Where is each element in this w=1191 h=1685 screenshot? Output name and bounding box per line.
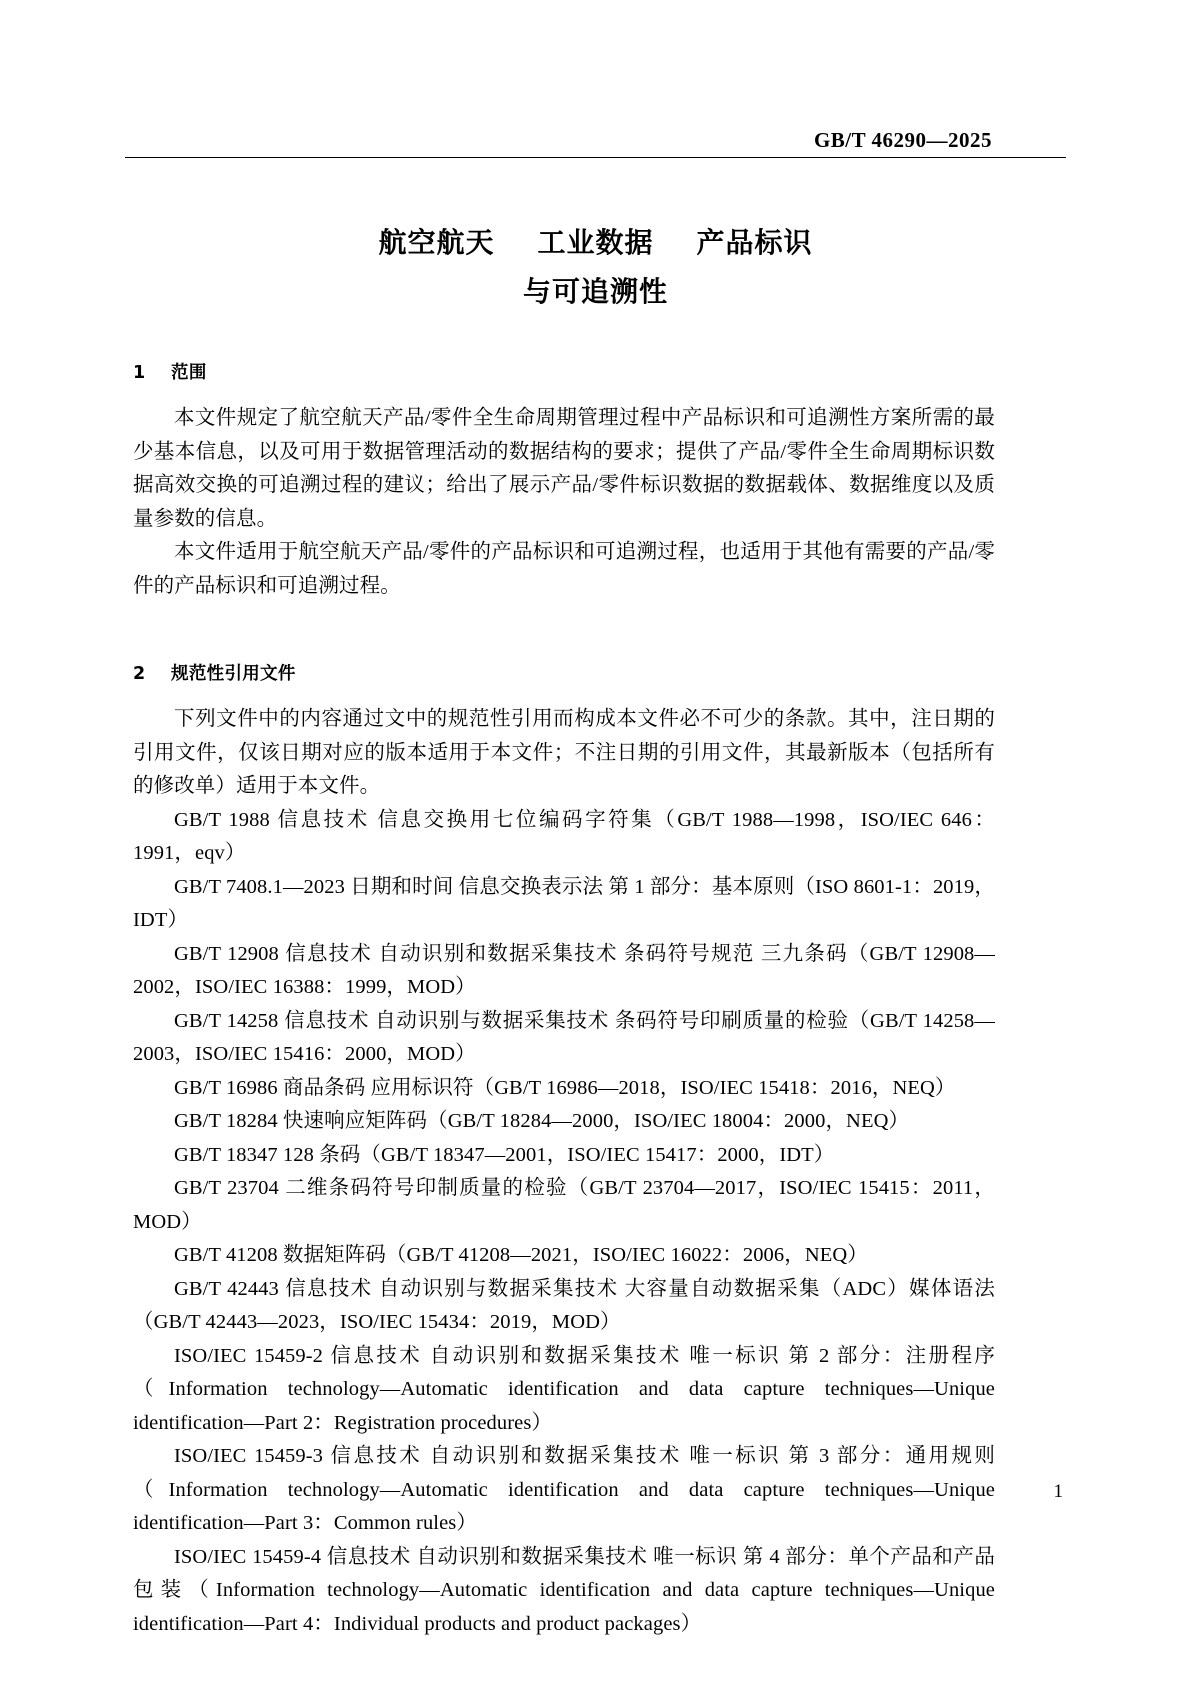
page-header [125, 128, 1066, 158]
section-spacer [133, 603, 995, 629]
clause-heading-2: 2 规范性引用文件 [133, 664, 296, 684]
normative-reference-item: GB/T 1988 信息技术 信息交换用七位编码字符集（GB/T 1988—1998，ISO/IEC 646：1991，eqv） [133, 808, 995, 864]
clause-2-paragraph-1: 下列文件中的内容通过文中的规范性引用而构成本文件必不可少的条款。其中，注日期的引用文件，仅该日期对应的版本适用于本文件；不注日期的引用文件，其最新版本（包括所有的修改单）适用于本文件。 [133, 708, 995, 797]
normative-reference-item: GB/T 41208 数据矩阵码（GB/T 41208—2021，ISO/IEC 16022：2006，NEQ） [174, 1244, 868, 1266]
normative-reference-item: GB/T 7408.1—2023 日期和时间 信息交换表示法 第 1 部分：基本原则（ISO 8601-1：2019，IDT） [133, 875, 995, 931]
page-title [0, 218, 1191, 316]
standard-number: GB/T 46290—2025 [813, 128, 992, 152]
title-line-1: 航空航天 工业数据 产品标识 [378, 226, 813, 259]
header-divider-rule [125, 157, 1066, 158]
clause-1-paragraph-2: 本文件适用于航空航天产品/零件的产品标识和可追溯过程，也适用于其他有需要的产品/零件的产品标识和可追溯过程。 [133, 541, 995, 597]
normative-reference-item: ISO/IEC 15459-2 信息技术 自动识别和数据采集技术 唯一标识 第 2 部分：注册程序（Information technology—Automatic identification and data capture techniques—Unique identification—Part 2：Registration procedures） [133, 1344, 995, 1434]
normative-reference-item: ISO/IEC 15459-3 信息技术 自动识别和数据采集技术 唯一标识 第 3 部分：通用规则（Information technology—Automatic identification and data capture techniques—Unique identification—Part 3：Common rules） [133, 1445, 995, 1534]
normative-reference-item: GB/T 18347 128 条码（GB/T 18347—2001，ISO/IEC 15417：2000，IDT） [174, 1143, 835, 1166]
clause-heading-1: 1 范围 [133, 363, 207, 383]
normative-reference-item: GB/T 42443 信息技术 自动识别与数据采集技术 大容量自动数据采集（ADC）媒体语法（GB/T 42443—2023，ISO/IEC 15434：2019，MOD） [133, 1277, 995, 1333]
normative-reference-item: GB/T 23704 二维条码符号印制质量的检验（GB/T 23704—2017，ISO/IEC 15415：2011，MOD） [133, 1177, 995, 1233]
page-number: 1 [1053, 1481, 1063, 1502]
normative-reference-item: ISO/IEC 15459-4 信息技术 自动识别和数据采集技术 唯一标识 第 4 部分：单个产品和产品包装（Information technology—Automatic identification and data capture techniques—Unique identification—Part 4：Individual products and product packages） [133, 1545, 995, 1635]
normative-reference-item: GB/T 14258 信息技术 自动识别与数据采集技术 条码符号印刷质量的检验（GB/T 14258—2003，ISO/IEC 15416：2000，MOD） [133, 1009, 995, 1065]
title-line-2: 与可追溯性 [522, 275, 668, 308]
normative-reference-item: GB/T 18284 快速响应矩阵码（GB/T 18284—2000，ISO/IEC 18004：2000，NEQ） [174, 1110, 910, 1132]
clause-1-paragraph-1: 本文件规定了航空航天产品/零件全生命周期管理过程中产品标识和可追溯性方案所需的最少基本信息，以及可用于数据管理活动的数据结构的要求；提供了产品/零件全生命周期标识数据高效交换的可追溯过程的建议；给出了展示产品/零件标识数据的数据载体、数据维度以及质量参数的信息。 [133, 407, 995, 530]
normative-reference-item: GB/T 12908 信息技术 自动识别和数据采集技术 条码符号规范 三九条码（GB/T 12908—2002，ISO/IEC 16388：1999，MOD） [133, 942, 995, 998]
normative-reference-item: GB/T 16986 商品条码 应用标识符（GB/T 16986—2018，ISO/IEC 15418：2016，NEQ） [174, 1076, 956, 1099]
document-body [133, 358, 995, 1641]
